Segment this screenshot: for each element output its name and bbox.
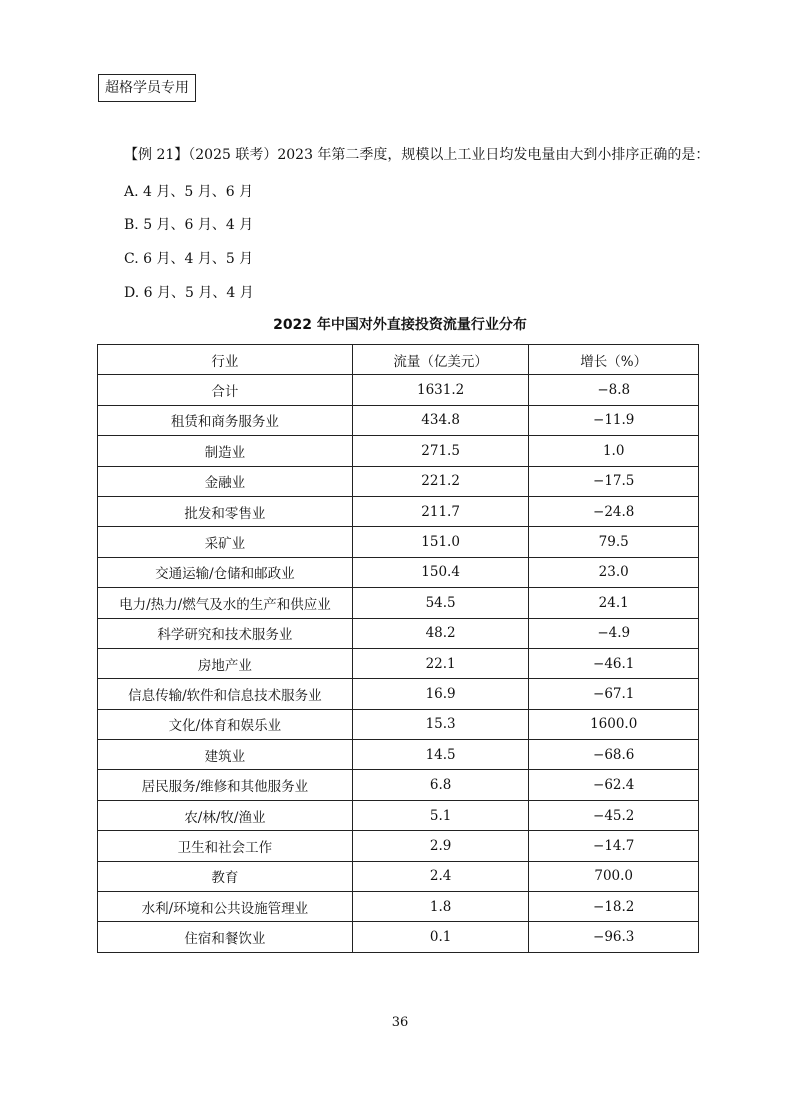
industry-cell: 建筑业 bbox=[98, 740, 353, 770]
industry-cell: 电力/热力/燃气及水的生产和供应业 bbox=[98, 588, 353, 618]
table-row bbox=[98, 436, 699, 466]
growth-cell: −96.3 bbox=[529, 922, 699, 952]
growth-cell: −68.6 bbox=[529, 740, 699, 770]
growth-cell: −67.1 bbox=[529, 679, 699, 709]
growth-cell: 1600.0 bbox=[529, 709, 699, 739]
table-row bbox=[98, 405, 699, 435]
industry-cell: 金融业 bbox=[98, 466, 353, 496]
table-row bbox=[98, 588, 699, 618]
table-header-row bbox=[98, 345, 699, 375]
industry-cell: 卫生和社会工作 bbox=[98, 831, 353, 861]
growth-cell: −46.1 bbox=[529, 648, 699, 678]
flow-cell: 1631.2 bbox=[352, 375, 529, 405]
industry-cell: 农/林/牧/渔业 bbox=[98, 800, 353, 830]
growth-cell: 23.0 bbox=[529, 557, 699, 587]
growth-cell: −62.4 bbox=[529, 770, 699, 800]
table-row bbox=[98, 527, 699, 557]
option-b: B. 5 月、6 月、4 月 bbox=[124, 217, 254, 233]
industry-cell: 水利/环境和公共设施管理业 bbox=[98, 892, 353, 922]
flow-cell: 0.1 bbox=[352, 922, 529, 952]
header-industry: 行业 bbox=[98, 345, 353, 375]
table-row bbox=[98, 892, 699, 922]
option-a: A. 4 月、5 月、6 月 bbox=[124, 184, 254, 200]
industry-cell: 交通运输/仓储和邮政业 bbox=[98, 557, 353, 587]
growth-cell: −17.5 bbox=[529, 466, 699, 496]
flow-cell: 211.7 bbox=[352, 496, 529, 526]
industry-cell: 租赁和商务服务业 bbox=[98, 405, 353, 435]
industry-cell: 采矿业 bbox=[98, 527, 353, 557]
growth-cell: 1.0 bbox=[529, 436, 699, 466]
flow-cell: 2.9 bbox=[352, 831, 529, 861]
table-row bbox=[98, 375, 699, 405]
industry-cell: 住宿和餐饮业 bbox=[98, 922, 353, 952]
flow-cell: 2.4 bbox=[352, 861, 529, 891]
flow-cell: 6.8 bbox=[352, 770, 529, 800]
growth-cell: 700.0 bbox=[529, 861, 699, 891]
flow-cell: 14.5 bbox=[352, 740, 529, 770]
growth-cell: 24.1 bbox=[529, 588, 699, 618]
growth-cell: 79.5 bbox=[529, 527, 699, 557]
industry-cell: 信息传输/软件和信息技术服务业 bbox=[98, 679, 353, 709]
flow-cell: 5.1 bbox=[352, 800, 529, 830]
student-only-badge: 超格学员专用 bbox=[98, 74, 196, 102]
table-row bbox=[98, 740, 699, 770]
page-number: 36 bbox=[391, 1015, 409, 1030]
table-row bbox=[98, 831, 699, 861]
flow-cell: 271.5 bbox=[352, 436, 529, 466]
header-growth: 增长（%） bbox=[529, 345, 699, 375]
flow-cell: 16.9 bbox=[352, 679, 529, 709]
option-c: C. 6 月、4 月、5 月 bbox=[124, 251, 254, 267]
industry-cell: 文化/体育和娱乐业 bbox=[98, 709, 353, 739]
industry-cell: 制造业 bbox=[98, 436, 353, 466]
investment-by-industry-table bbox=[97, 344, 699, 953]
table-row bbox=[98, 922, 699, 952]
table-row bbox=[98, 800, 699, 830]
growth-cell: −4.9 bbox=[529, 618, 699, 648]
flow-cell: 15.3 bbox=[352, 709, 529, 739]
industry-cell: 房地产业 bbox=[98, 648, 353, 678]
growth-cell: −11.9 bbox=[529, 405, 699, 435]
growth-cell: −18.2 bbox=[529, 892, 699, 922]
table-row bbox=[98, 648, 699, 678]
option-d: D. 6 月、5 月、4 月 bbox=[124, 285, 254, 301]
table-row bbox=[98, 466, 699, 496]
table-row bbox=[98, 496, 699, 526]
table-title: 2022 年中国对外直接投资流量行业分布 bbox=[273, 317, 527, 333]
growth-cell: −24.8 bbox=[529, 496, 699, 526]
industry-cell: 居民服务/维修和其他服务业 bbox=[98, 770, 353, 800]
table-row bbox=[98, 618, 699, 648]
flow-cell: 150.4 bbox=[352, 557, 529, 587]
growth-cell: −14.7 bbox=[529, 831, 699, 861]
flow-cell: 22.1 bbox=[352, 648, 529, 678]
flow-cell: 1.8 bbox=[352, 892, 529, 922]
flow-cell: 434.8 bbox=[352, 405, 529, 435]
header-flow: 流量（亿美元） bbox=[352, 345, 529, 375]
question-text: 【例 21】（2025 联考）2023 年第二季度，规模以上工业日均发电量由大到小排序正确的是： bbox=[124, 147, 710, 163]
industry-cell: 科学研究和技术服务业 bbox=[98, 618, 353, 648]
flow-cell: 54.5 bbox=[352, 588, 529, 618]
table-row bbox=[98, 679, 699, 709]
growth-cell: −8.8 bbox=[529, 375, 699, 405]
flow-cell: 48.2 bbox=[352, 618, 529, 648]
growth-cell: −45.2 bbox=[529, 800, 699, 830]
flow-cell: 221.2 bbox=[352, 466, 529, 496]
industry-cell: 教育 bbox=[98, 861, 353, 891]
table-row bbox=[98, 557, 699, 587]
table-row bbox=[98, 770, 699, 800]
industry-cell: 合计 bbox=[98, 375, 353, 405]
table-row bbox=[98, 709, 699, 739]
table-row bbox=[98, 861, 699, 891]
industry-cell: 批发和零售业 bbox=[98, 496, 353, 526]
flow-cell: 151.0 bbox=[352, 527, 529, 557]
